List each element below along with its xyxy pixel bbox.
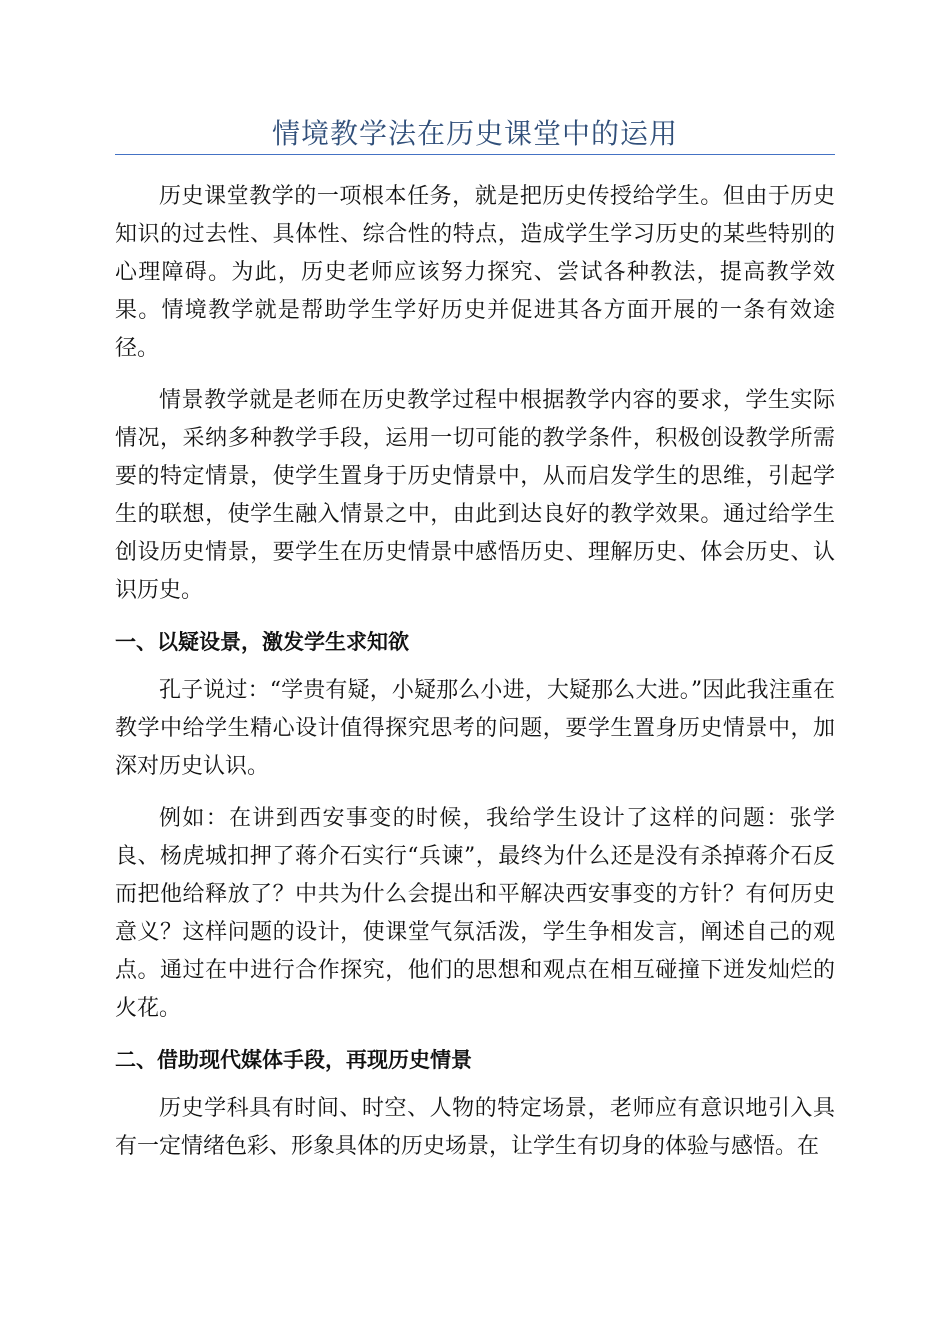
document-title: 情境教学法在历史课堂中的运用	[271, 117, 678, 150]
paragraph-intro: 历史课堂教学的一项根本任务，就是把历史传授给学生。但由于历史知识的过去性、具体性、综合性的特点，造成学生学习历史的某些特别的心理障碍。为此，历史老师应该努力探究、尝试各种教法，提高教学效果。情境教学就是帮助学生学好历史并促进其各方面开展的一条有效途径。	[115, 184, 835, 361]
paragraph-xian-incident-example: 例如：在讲到西安事变的时候，我给学生设计了这样的问题：张学良、杨虎城扣押了蒋介石实行“兵谏”，最终为什么还是没有杀掉蒋介石反而把他给释放了？中共为什么会提出和平解决西安事变的方针？有何历史意义？这样问题的设计，使课堂气氛活泼，学生争相发言，阐述自己的观点。通过在中进行合作探究，他们的思想和观点在相互碰撞下迸发灿烂的火花。	[115, 806, 835, 1021]
title-underline	[115, 154, 835, 155]
paragraph-definition: 情景教学就是老师在历史教学过程中根据教学内容的要求，学生实际情况，采纳多种教学手段，运用一切可能的教学条件，积极创设教学所需要的特定情景，使学生置身于历史情景中，从而启发学生的思维，引起学生的联想，使学生融入情景之中，由此到达良好的教学效果。通过给学生创设历史情景，要学生在历史情景中感悟历史、理解历史、体会历史、认识历史。	[115, 388, 835, 603]
paragraph-media-scenes: 历史学科具有时间、时空、人物的特定场景，老师应有意识地引入具有一定情绪色彩、形象具体的历史场景，让学生有切身的体验与感悟。在	[115, 1096, 835, 1159]
paragraph-confucius-quote: 孔子说过：“学贵有疑，小疑那么小进，大疑那么大进。”因此我注重在教学中给学生精心设计值得探究思考的问题，要学生置身历史情景中，加深对历史认识。	[115, 678, 835, 779]
section-heading-2: 二、借助现代媒体手段，再现历史情景	[115, 1048, 472, 1072]
document-body	[115, 178, 835, 1180]
section-heading-1: 一、以疑设景，激发学生求知欲	[115, 630, 409, 654]
